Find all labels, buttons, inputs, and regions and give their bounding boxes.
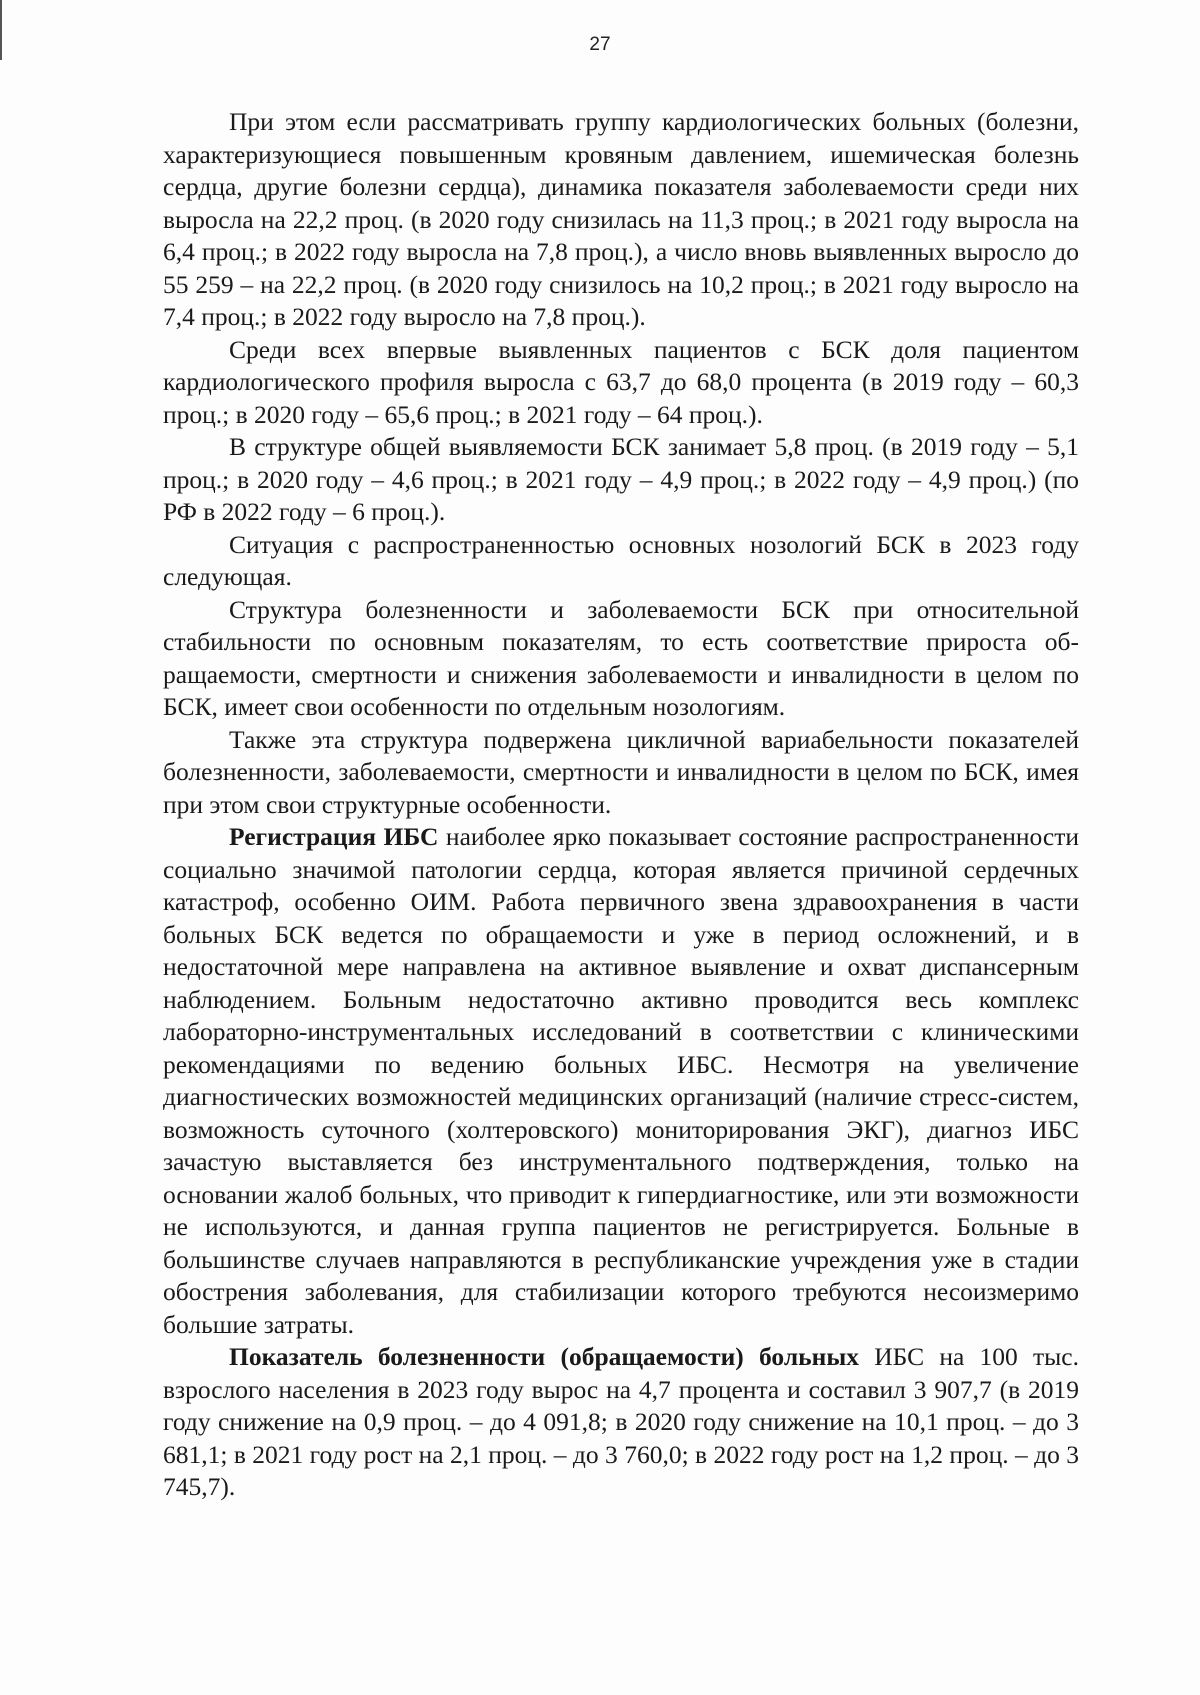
paragraph-text: ИБС на 100 тыс. взрослого населения в 2023 году вырос на 4,7 процента и составил 3 907,7 (в 2019 году снижение на 0,9 проц. – до 4 091,8; в 2020 году снижение на 10,1 проц. – до 3 681,1; в 2021 году рост на 2,1 проц. – до 3 760,0; в 2022 году рост на 1,2 проц. – до 3 745,7). xyxy=(163,1342,1080,1501)
paragraph-morbidity-structure xyxy=(163,594,1079,724)
paragraph-text: Среди всех впервые выявленных пациентов с БСК доля пациентом кардиологического профиля выросла с 63,7 до 68,0 процента (в 2019 году – 60,3 проц.; в 2020 году – 65,6 проц.; в 2021 году – 64 проц.). xyxy=(163,334,1079,429)
paragraph-text: При этом если рассматривать группу кардиологических больных (болезни, характеризующиеся повышенным кровяным давлением, ишемическая болезнь сердца, другие болезни сердца), динамика показателя заболеваемости среди них выросла на 22,2 проц. (в 2020 году снизилась на 11,3 проц.; в 2021 году выросла на 6,4 проц.; в 2022 году выросла на 7,8 проц.), а число вновь выявленных выросло до 55 259 – на 22,2 проц. (в 2020 году снизилось на 10,2 проц.; в 2021 году выросло на 7,4 проц.; в 2022 году выросло на 7,8 проц.). xyxy=(163,107,1079,331)
paragraph-cardiology-group xyxy=(163,106,1079,334)
paragraph-ibs-prevalence xyxy=(163,1341,1079,1504)
paragraph-bold-lead: Регистрация ИБС xyxy=(229,822,439,851)
paragraph-cardiology-share xyxy=(163,334,1079,432)
paragraph-text: наиболее ярко показывает состояние распространенности социально значимой патологии сердца, которая является причиной сердечных катастроф, особенно ОИМ. Работа первичного звена здравоохранения в части больных БСК ведется по обращаемости и уже в период осложнений, и в недостаточной мере направлена на активное выявление и охват диспансерным наблюдением. Больным недостаточно активно проводится весь комплекс лабораторно-инструментальных исследований в соответствии с клиническими рекомендациями по ведению больных ИБС. Несмотря на увеличение диагностических возможностей медицинских организаций (наличие стресс-систем, возможность суточного (холтеровского) мониторирования ЭКГ), диагноз ИБС зачастую выставляется без инструментального подтверждения, только на основании жалоб больных, что приводит к гипердиагностике, или эти возможности не используются, и данная группа пациентов не регистрируется. Больные в большинстве случаев направляются в республиканские учреждения уже в стадии обострения заболевания, для стабилизации которого требуются несоизмеримо большие затраты. xyxy=(163,822,1079,1339)
paragraph-ibs-registration xyxy=(163,821,1079,1341)
paragraph-bold-lead: Показатель болезненности (обращаемости) больных xyxy=(229,1342,859,1371)
paragraph-text: В структуре общей выявляемости БСК занимает 5,8 проц. (в 2019 году – 5,1 проц.; в 2020 году – 4,6 проц.; в 2021 году – 4,9 проц.; в 2022 году – 4,9 проц.) (по РФ в 2022 году – 6 проц.). xyxy=(163,432,1079,526)
paragraph-text: Структура болезненности и заболеваемости БСК при относительной стабильности по основным показателям, то есть соответствие прироста обращаемости, смертности и снижения заболеваемости и инвалидности в целом по БСК, имеет свои особенности по отдельным нозологиям. xyxy=(163,594,1079,721)
paragraph-nosology-situation xyxy=(163,529,1079,594)
paragraph-text: Также эта структура подвержена цикличной вариабельности показателей болезненности, заболеваемости, смертности и инвалидности в целом по БСК, имея при этом свои структурные особенности. xyxy=(163,724,1079,819)
document-body xyxy=(163,106,1079,1504)
paragraph-text: Ситуация с распространенностью основных нозологий БСК в 2023 году следующая. xyxy=(163,529,1079,591)
page-number: 27 xyxy=(589,34,611,55)
paragraph-bsk-detection xyxy=(163,431,1079,529)
paragraph-cyclic-variability xyxy=(163,724,1079,822)
